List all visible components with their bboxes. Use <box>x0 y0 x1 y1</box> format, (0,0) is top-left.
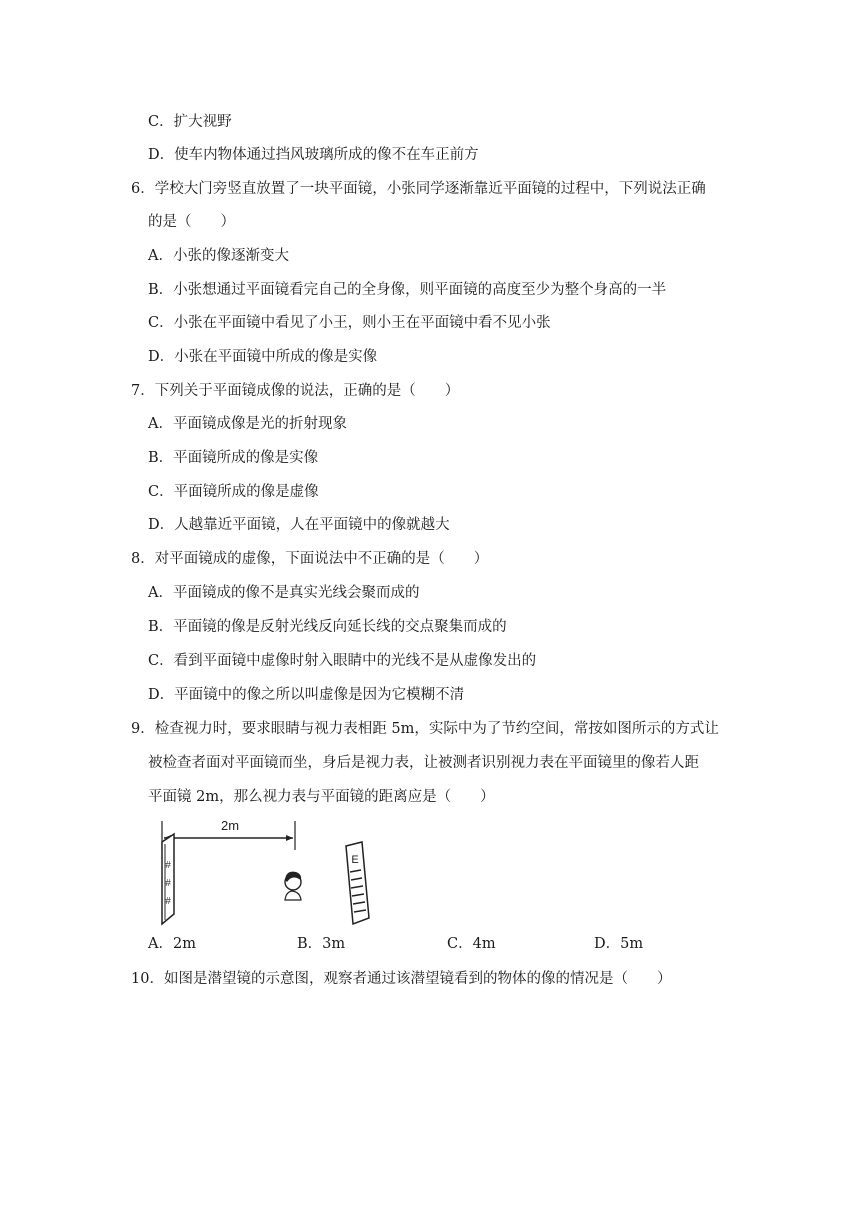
mirror-hatch-icon: # <box>165 860 171 871</box>
q7-option-d: D．人越靠近平面镜，人在平面镜中的像就越大 <box>148 517 450 533</box>
option-text: 看到平面镜中虚像时射入眼睛中的光线不是从虚像发出的 <box>173 653 537 669</box>
option-text: 小张的像逐渐变大 <box>172 248 289 264</box>
eye-chart-letter: E <box>351 854 359 866</box>
q6-stem-line1 <box>131 179 706 199</box>
mirror-hatch-icon: # <box>165 878 171 889</box>
mirror-hatch-icon: # <box>165 896 171 907</box>
q8-option-b: B．平面镜的像是反射光线反向延长线的交点聚集而成的 <box>148 619 507 635</box>
q10-stem <box>131 969 671 989</box>
question-number: 6． <box>131 181 155 197</box>
option-key: D <box>148 687 160 703</box>
option-key: D <box>148 517 160 533</box>
question-text: 如图是潜望镜的示意图，观察者通过该潜望镜看到的物体的像的情况是（ ） <box>163 971 672 987</box>
option-key: C <box>447 936 459 952</box>
question-text: 学校大门旁竖直放置了一块平面镜，小张同学逐渐靠近平面镜的过程中，下列说法正确 <box>154 181 706 197</box>
option-key: A <box>148 248 159 264</box>
option-text: 扩大视野 <box>173 114 232 130</box>
q7-option-c: C．平面镜所成的像是虚像 <box>148 484 319 500</box>
q9-option-b: B．3m <box>297 936 346 952</box>
q8-stem <box>131 549 488 569</box>
q7-stem <box>131 381 459 401</box>
question-number: 8． <box>131 551 155 567</box>
vision-test-figure <box>140 816 390 928</box>
q8-option-a: A．平面镜成的像不是真实光线会聚而成的 <box>148 585 420 601</box>
option-text: 平面镜的像是反射光线反向延长线的交点聚集而成的 <box>173 619 507 635</box>
q6-option-c: C．小张在平面镜中看见了小王，则小王在平面镜中看不见小张 <box>148 315 551 331</box>
q5-option-c: C．扩大视野 <box>148 114 232 130</box>
option-key: C <box>148 315 160 331</box>
option-key: C <box>148 114 160 130</box>
question-number: 10． <box>131 971 164 987</box>
q6-stem-line2: 的是（ ） <box>148 214 235 230</box>
q7-option-b: B．平面镜所成的像是实像 <box>148 450 319 466</box>
dimension-label: 2m <box>220 818 240 833</box>
option-key: B <box>148 619 159 635</box>
option-key: B <box>297 936 308 952</box>
option-key: B <box>148 282 159 298</box>
q5-option-d: D．使车内物体通过挡风玻璃所成的像不在车正前方 <box>148 147 479 163</box>
q9-option-d: D．5m <box>594 936 644 952</box>
question-number: 9． <box>131 721 155 737</box>
option-text: 人越靠近平面镜，人在平面镜中的像就越大 <box>174 517 450 533</box>
option-key: D <box>594 936 606 952</box>
option-text: 平面镜中的像之所以叫虚像是因为它模糊不清 <box>174 687 465 703</box>
option-key: A <box>148 416 159 432</box>
q6-option-b: B．小张想通过平面镜看完自己的全身像，则平面镜的高度至少为整个身高的一半 <box>148 282 667 298</box>
arrow-right-icon <box>286 835 293 841</box>
q8-option-c: C．看到平面镜中虚像时射入眼睛中的光线不是从虚像发出的 <box>148 653 537 669</box>
q9-stem-line1 <box>131 719 719 739</box>
option-text: 平面镜成像是光的折射现象 <box>172 416 347 432</box>
person-icon <box>285 872 301 900</box>
option-text: 平面镜所成的像是实像 <box>173 450 319 466</box>
question-number: 7． <box>131 383 155 399</box>
option-text: 小张在平面镜中看见了小王，则小王在平面镜中看不见小张 <box>173 315 551 331</box>
q9-option-a: A．2m <box>148 936 196 952</box>
option-key: C <box>148 484 160 500</box>
question-text: 下列关于平面镜成像的说法，正确的是（ ） <box>154 383 460 399</box>
question-text: 检查视力时，要求眼睛与视力表相距 5m，实际中为了节约空间，常按如图所示的方式让 <box>154 721 719 737</box>
option-text: 3m <box>322 936 346 952</box>
option-key: C <box>148 653 160 669</box>
option-text: 平面镜所成的像是虚像 <box>173 484 319 500</box>
q8-option-d: D．平面镜中的像之所以叫虚像是因为它模糊不清 <box>148 687 465 703</box>
q7-option-a: A．平面镜成像是光的折射现象 <box>148 416 347 432</box>
option-text: 小张在平面镜中所成的像是实像 <box>174 349 378 365</box>
option-text: 平面镜成的像不是真实光线会聚而成的 <box>172 585 420 601</box>
option-key: D <box>148 147 160 163</box>
q9-option-c: C．4m <box>447 936 496 952</box>
option-text: 使车内物体通过挡风玻璃所成的像不在车正前方 <box>174 147 479 163</box>
option-key: A <box>148 936 159 952</box>
option-key: A <box>148 585 159 601</box>
question-text: 对平面镜成的虚像，下面说法中不正确的是（ ） <box>154 551 489 567</box>
q6-option-d: D．小张在平面镜中所成的像是实像 <box>148 349 378 365</box>
q6-option-a: A．小张的像逐渐变大 <box>148 248 289 264</box>
q9-stem-line3: 平面镜 2m，那么视力表与平面镜的距离应是（ ） <box>148 789 495 805</box>
option-text: 2m <box>172 936 196 952</box>
q9-stem-line2: 被检查者面对平面镜而坐，身后是视力表，让被测者识别视力表在平面镜里的像若人距 <box>148 755 699 771</box>
option-key: D <box>148 349 160 365</box>
option-text: 5m <box>620 936 644 952</box>
option-key: B <box>148 450 159 466</box>
option-text: 4m <box>472 936 496 952</box>
option-text: 小张想通过平面镜看完自己的全身像，则平面镜的高度至少为整个身高的一半 <box>173 282 667 298</box>
eye-chart <box>346 842 369 924</box>
